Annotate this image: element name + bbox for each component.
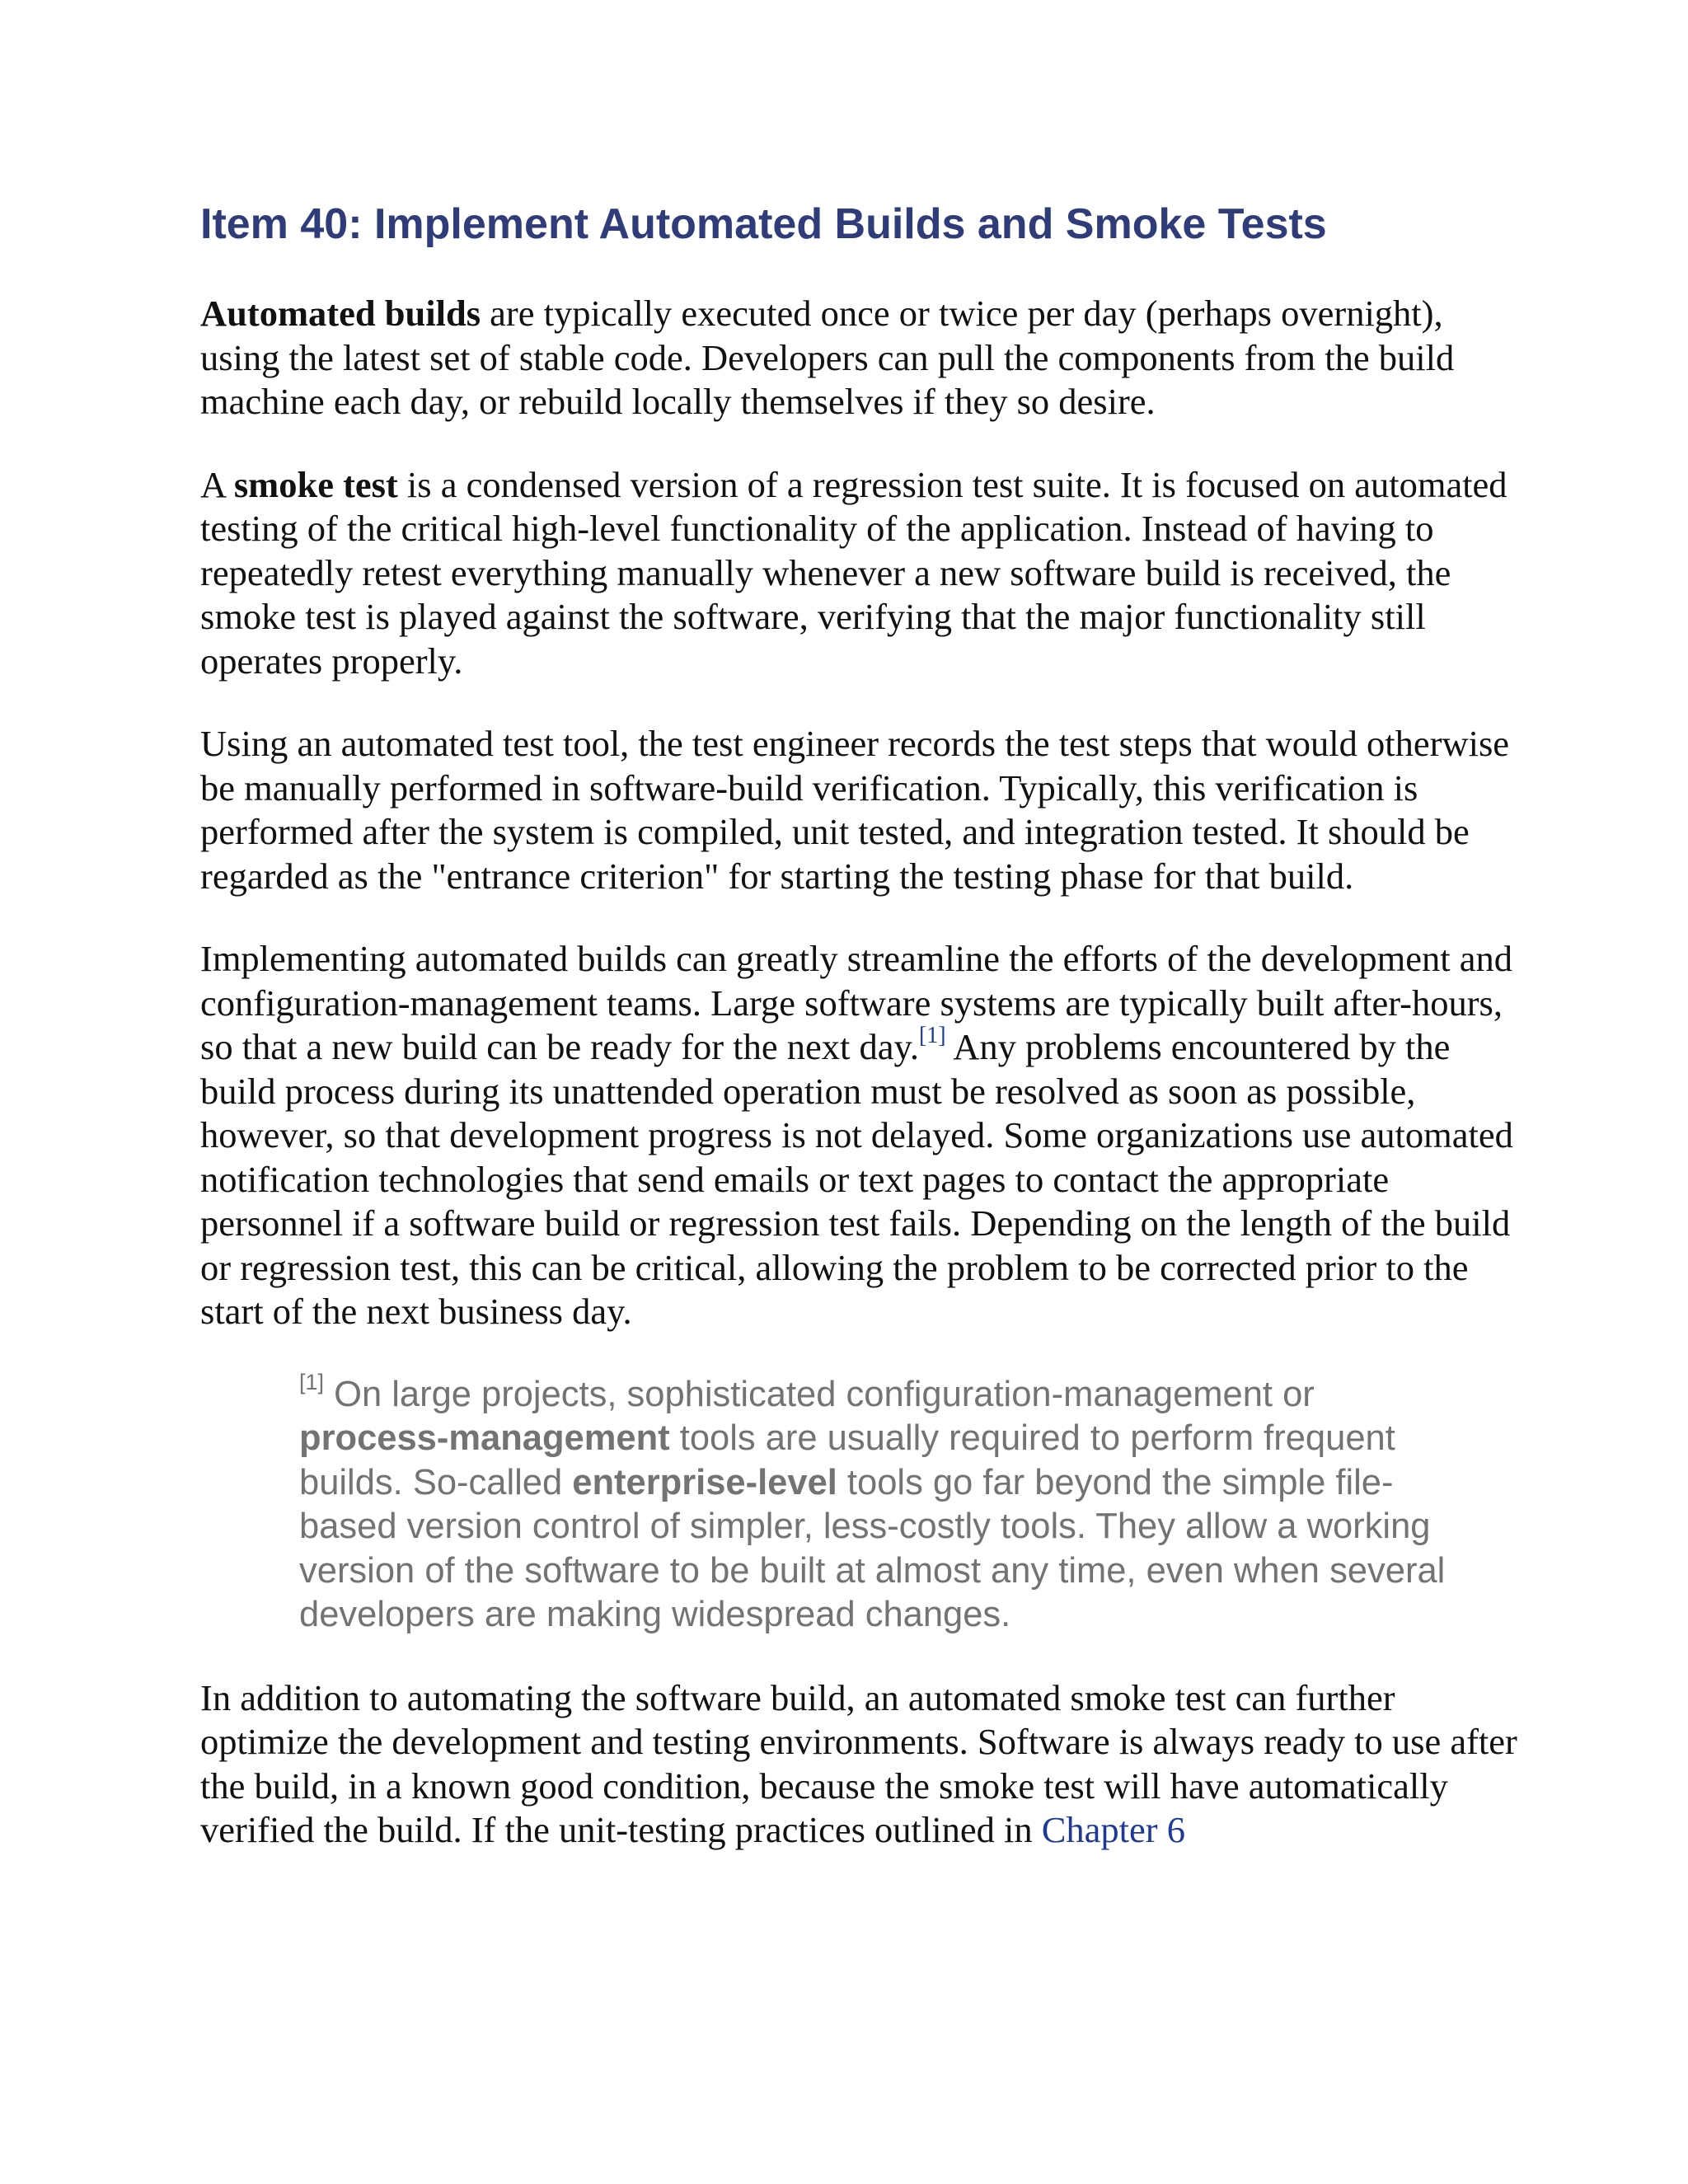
paragraph-text: are typically executed once or twice per day (perhaps overnight), using the latest set of stable code. Developers can pull the components from the build machine each day, or rebuild locally themselves if they so desire. bbox=[200, 293, 1455, 422]
paragraph-automated-builds bbox=[200, 292, 1519, 424]
paragraph-text: In addition to automating the software build, an automated smoke test can further optimize the development and testing environments. Software is always ready to use after the build, in a known good condition, because the smoke test will have automatically verified the build. If the unit-testing practices outlined in bbox=[200, 1676, 1517, 1850]
paragraph-text: A bbox=[200, 463, 234, 505]
term-process-management: process-management bbox=[299, 1418, 670, 1458]
chapter-6-link[interactable]: Chapter 6 bbox=[1041, 1809, 1185, 1850]
footnote-text: tools go far beyond the simple file-based version control of simpler, less-costly tools. They allow a working version of the software to be built at almost any time, even when several developers are making widespread changes. bbox=[299, 1462, 1446, 1634]
paragraph-implementing-builds bbox=[200, 937, 1519, 1334]
paragraph-test-tool bbox=[200, 722, 1519, 898]
paragraph-text: Any problems encountered by the build process during its unattended operation must be resolved as soon as possible, however, so that development progress is not delayed. Some organizations use automated notification technologies that send emails or text pages to contact the appropriate personnel if a software build or regression test fails. Depending on the length of the build or regression test, this can be critical, allowing the problem to be corrected prior to the start of the next business day. bbox=[200, 1026, 1513, 1332]
footnote-text: tools are usually required to perform frequent builds. So-called bbox=[299, 1418, 1395, 1502]
footnote-marker: [1] bbox=[299, 1369, 325, 1394]
paragraph-text: is a condensed version of a regression test suite. It is focused on automated testing of the critical high-level functionality of the application. Instead of having to repeatedly retest everything manually whenever a new software build is received, the smoke test is played against the software, verifying that the major functionality still operates properly. bbox=[200, 463, 1507, 682]
paragraph-smoke-test bbox=[200, 463, 1519, 684]
document-content bbox=[200, 194, 1519, 1891]
term-automated-builds: Automated builds bbox=[200, 293, 481, 334]
footnote-1 bbox=[299, 1369, 1470, 1638]
term-smoke-test: smoke test bbox=[233, 463, 398, 505]
term-enterprise-level: enterprise-level bbox=[572, 1462, 837, 1502]
paragraph-smoke-test-optimization bbox=[200, 1676, 1519, 1853]
paragraph-text: Using an automated test tool, the test engineer records the test steps that would otherwise be manually performed in software-build verification. Typically, this verification is performed after the system is compiled, unit tested, and integration tested. It should be regarded as the "entrance criterion" for starting the testing phase for that build. bbox=[200, 723, 1510, 897]
footnote-reference-link[interactable]: [1] bbox=[918, 1023, 946, 1048]
item-heading: Item 40: Implement Automated Builds and Smoke Tests bbox=[200, 200, 1327, 248]
footnote-text: On large projects, sophisticated configuration-management or bbox=[324, 1374, 1315, 1414]
paragraph-text: Implementing automated builds can greatly streamline the efforts of the development and configuration-management teams. Large software systems are typically built after-hours, so that a new build can be ready for the next day. bbox=[200, 938, 1513, 1067]
